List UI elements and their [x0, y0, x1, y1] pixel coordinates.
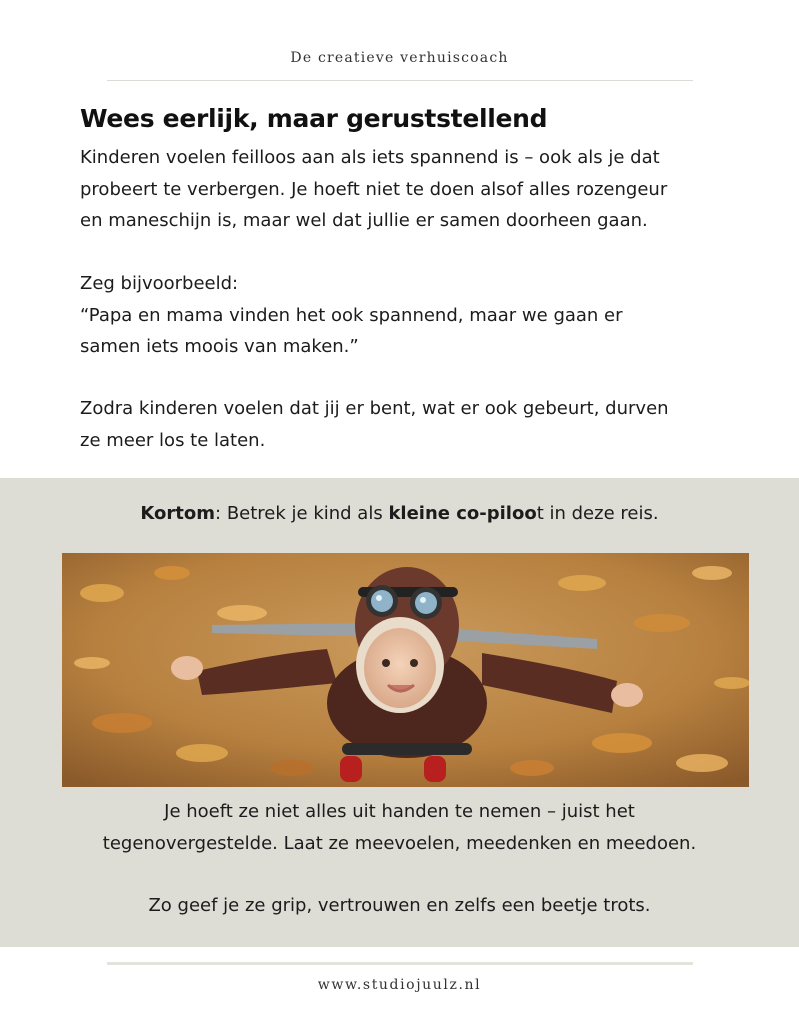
example-line-1: Zeg bijvoorbeeld:	[80, 273, 239, 294]
page-header-title: De creatieve verhuiscoach	[290, 50, 509, 66]
reassure-line-1: Zodra kinderen voelen dat jij er bent, wat er ook gebeurt, durven	[80, 398, 669, 419]
intro-paragraph	[80, 142, 730, 237]
closing-paragraph	[0, 796, 799, 859]
closing-line-2: tegenovergestelde. Laat ze meevoelen, meedenken en meedoen.	[102, 832, 697, 854]
summary-text-part1: : Betrek je kind als	[215, 503, 389, 524]
example-line-3: samen iets moois van maken.”	[80, 336, 359, 357]
summary-bold-kortom: Kortom	[140, 503, 216, 524]
photo-child-pilot	[62, 553, 749, 787]
intro-line-2: probeert te verbergen. Je hoeft niet te doen alsof alles rozengeur	[80, 178, 668, 200]
summary-text-part2: t in deze reis.	[536, 503, 659, 524]
closing-line-1: Je hoeft ze niet alles uit handen te nemen – juist het	[164, 801, 635, 822]
header-divider	[107, 80, 693, 81]
intro-line-3: en maneschijn is, maar wel dat jullie er samen doorheen gaan.	[80, 210, 648, 231]
intro-line-1: Kinderen voelen feilloos aan als iets spannend is – ook als je dat	[80, 147, 660, 168]
footer-website-link[interactable]: www.studiojuulz.nl	[317, 977, 482, 993]
reassure-line-2: ze meer los te laten.	[80, 429, 266, 451]
summary-bold-copilot: kleine co-piloo	[388, 503, 537, 524]
summary-text	[0, 503, 799, 524]
closing-final-line: Zo geef je ze grip, vertrouwen en zelfs een beetje trots.	[148, 895, 651, 916]
example-line-2: “Papa en mama vinden het ook spannend, maar we gaan er	[80, 304, 623, 326]
example-paragraph	[80, 268, 730, 363]
section-heading: Wees eerlijk, maar geruststellend	[80, 104, 548, 133]
reassure-paragraph	[80, 393, 730, 456]
footer-divider	[107, 962, 693, 965]
